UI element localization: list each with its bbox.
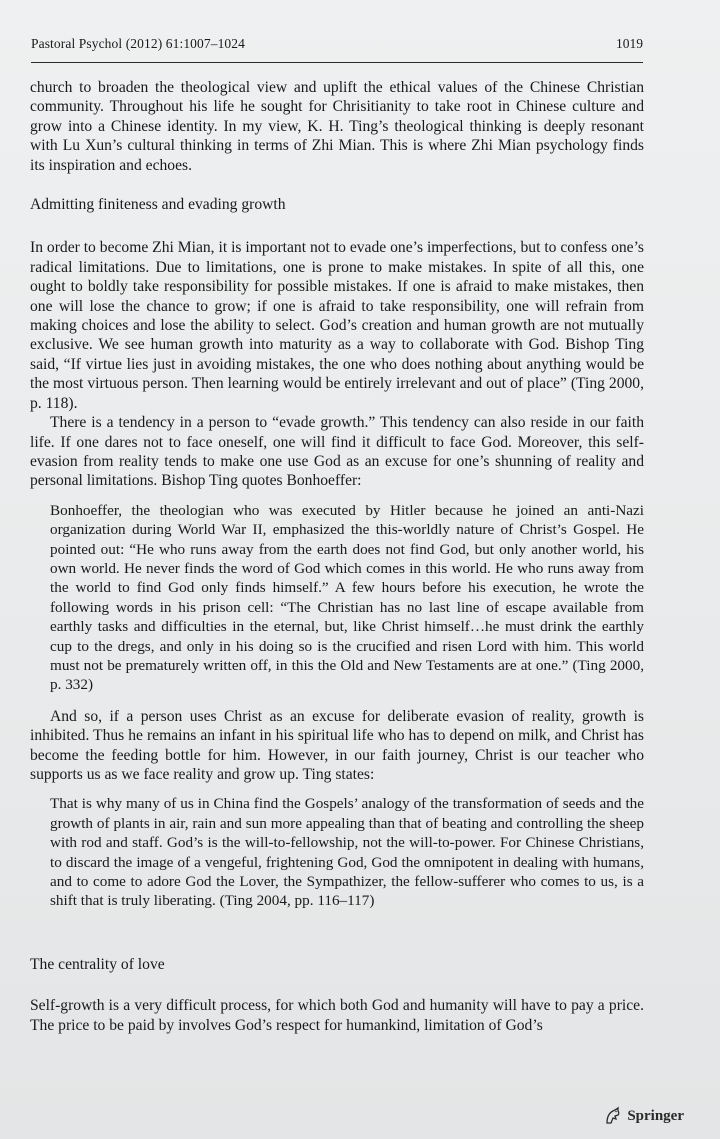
journal-citation: Pastoral Psychol (2012) 61:1007–1024 — [31, 36, 245, 51]
block-quote-ting: That is why many of us in China find the Gospels’ analogy of the transformation of seeds and the growth of plants in air, rain and sun more appealing than that of beating and controlling the sheep with rod and staff. God’s is the will-to-fellowship, not the will-to-power. For Chinese Christians, to discard the image of a vengeful, frightening God, God the omnipotent in dealing with humans, and to come to adore God the Lover, the Sympathizer, the fellow-sufferer who comes to us, is a shift that is truly liberating. (Ting 2004, pp. 116–117) — [50, 795, 644, 910]
section-heading-love: The centrality of love — [30, 955, 165, 973]
running-header — [31, 34, 643, 63]
body-paragraph: And so, if a person uses Christ as an excuse for deliberate evasion of reality, growth is inhibited. Thus he remains an infant in his spiritual life who has to depend on milk, and Christ has become the feeding bottle for him. However, in our faith journey, Christ is our teacher who supports us as we face reality and grow up. Ting states: — [30, 707, 644, 783]
publisher-footer — [603, 1105, 684, 1127]
body-paragraph: Self-growth is a very difficult process, for which both God and humanity will have to pay a price. The price to be paid by involves God’s respect for humankind, limitation of God’s — [30, 997, 644, 1034]
body-paragraph: In order to become Zhi Mian, it is important not to evade one’s imperfections, but to confess one’s radical limitations. Due to limitations, one is prone to make mistakes. In spite of all this, one ought to boldly take responsibility for possible mistakes. If one is afraid to make mistakes, then one will lose the chance to grow; if one is afraid to take responsibility, one will refrain from making choices and lose the ability to select. God’s creation and human growth are not mutually exclusive. We see human growth into maturity as a way to collaborate with God. Bishop Ting said, “If virtue lies just in avoiding mistakes, the one who does nothing about anything would be the most virtuous person. Then learning would be entirely irrelevant and out of place” (Ting 2000, p. 118). — [30, 239, 644, 412]
article-body — [30, 78, 644, 1035]
block-quote-bonhoeffer: Bonhoeffer, the theologian who was executed by Hitler because he joined an anti-Nazi organization during World War II, emphasized the this-worldly nature of Christ’s Gospel. He pointed out: “He who runs away from the earth does not find God, but only another world, his own world. He never finds the word of God which comes in this world. He who runs away from the world to find God only finds himself.” A few hours before his execution, he wrote the following words in his prison cell: “The Christian has no last line of escape available from earthly tasks and difficulties in the eternal, but, like Christ himself…he must drink the earthly cup to the dregs, and only in his doing so is the crucified and risen Lord with him. This world must not be prematurely written off, in this the Old and New Testaments are at one.” (Ting 2000, p. 332) — [50, 501, 644, 694]
body-paragraph: There is a tendency in a person to “evade growth.” This tendency can also reside in our faith life. If one dares not to face oneself, one will find it difficult to face God. Moreover, this self-evasion from reality tends to make one use God as an excuse for one’s shunning of reality and personal limitations. Bishop Ting quotes Bonhoeffer: — [30, 414, 644, 490]
publisher-name: Springer — [627, 1107, 684, 1124]
section-heading-finiteness: Admitting finiteness and evading growth — [30, 196, 286, 214]
page-number: 1019 — [616, 36, 643, 51]
intro-paragraph: church to broaden the theological view and uplift the ethical values of the Chinese Christian community. Throughout his life he sought for Chrisitianity to take root in Chinese culture and grow into a Chinese identity. In my view, K. H. Ting’s theological thinking is deeply resonant with Lu Xun’s cultural thinking in terms of Zhi Mian. This is where Zhi Mian psychology finds its inspiration and echoes. — [30, 79, 644, 174]
springer-horse-icon — [603, 1106, 623, 1126]
